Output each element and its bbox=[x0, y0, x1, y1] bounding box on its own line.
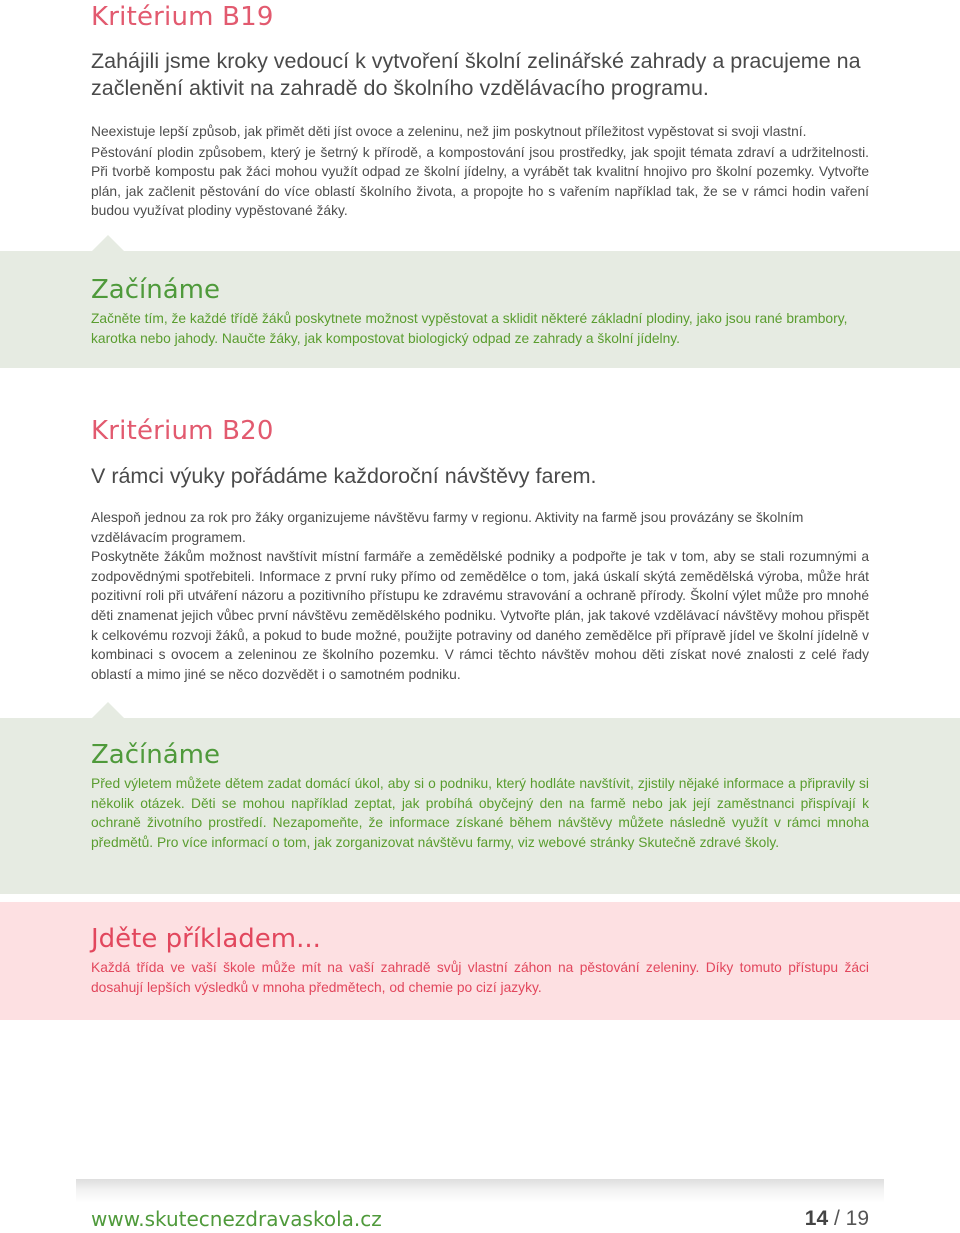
page-number bbox=[805, 1207, 869, 1231]
getting-started-b19-title: Začínáme bbox=[91, 275, 220, 305]
footer-website-link[interactable]: www.skutecnezdravaskola.cz bbox=[91, 1207, 382, 1231]
criterion-b19 bbox=[0, 2, 960, 221]
getting-started-b20-text: Před výletem můžete dětem zadat domácí úkol, aby si o podniku, který hodláte navštívit, zjistily nějaké informace a připravily si několik otázek. Děti se mohou například zeptat, jak probíhá obyčejný den na farmě nebo jak její zaměstnanci přispívají k ochraně životního prostředí. Nezapomeňte, že informace získané během návštěvy můžete následně využít v rámci mnoha předmětů. Pro více informací o tom, jak zorganizovat návštěvu farmy, viz webové stránky Skutečně zdravé školy. bbox=[91, 776, 869, 850]
page-total: 19 bbox=[845, 1207, 869, 1230]
criterion-b19-paragraph-2: Pěstování plodin způsobem, který je šetrný k přírodě, a kompostování jsou prostředky, jak spojit témata zdraví a udržitelnosti. Při tvorbě kompostu pak žáci mohou využít odpad ze školní jídelny, a vyrábět tak kvalitní hnojivo pro školní pozemky. Vytvořte plán, jak začlenit pěstování do více oblastí školního života, a propojte ho s vařením například tak, že se v rámci hodin vaření budou využívat plodiny vypěstované žáky. bbox=[91, 144, 869, 219]
criterion-b20-paragraph-2: Poskytněte žákům možnost navštívit místní farmáře a zemědělské podniky a podpořte je tak v tom, aby se stali rozumnými a zodpovědnými spotřebiteli. Informace z první ruky přímo od zemědělce o tom, jaká úskalí skýtá zemědělská výroba, může hrát pozitivní roli při utváření názoru a pozitivního přístupu ke zdravému stravování a ochraně přírody. Školní výlet může pro mnohé děti znamenat jejich vůbec první návštěvu zemědělského podniku. Vytvořte plán, jak takové vzdělávací návštěvy mohou přispět k celkovému rozvoji žáků, a pokud to bude možné, použijte potraviny od daného zemědělce při přípravě jídel ve školní jídelně v kombinaci s ovocem a zeleninou ze školního pozemku. V rámci těchto návštěv mohou děti získat nové znalosti z celé řady oblastí a mimo jiné se něco dozvědět i o samotném podniku. bbox=[91, 549, 869, 682]
lead-by-example-text: Každá třída ve vaší škole může mít na vaší zahradě svůj vlastní záhon na pěstování zeleniny. Díky tomuto přístupu žáci dosahují lepších výsledků v mnoha předmětech, od chemie po cizí jazyky. bbox=[91, 960, 869, 995]
criterion-b20-paragraph-1: Alespoň jednou za rok pro žáky organizujeme návštěvu farmy v regionu. Aktivity na farmě jsou provázány se školním vzdělávacím programem. bbox=[91, 510, 804, 545]
getting-started-b19-text: Začněte tím, že každé třídě žáků poskytnete možnost vypěstovat a sklidit některé základní plodiny, jako jsou rané brambory, karotka nebo jahody. Naučte žáky, jak kompostovat biologický odpad ze zahrady a školní jídelny. bbox=[91, 311, 848, 346]
getting-started-b20-title: Začínáme bbox=[91, 740, 220, 770]
page-current: 14 bbox=[804, 1207, 829, 1230]
criterion-b20-subtitle: V rámci výuky pořádáme každoroční návštěvy farem. bbox=[91, 464, 597, 488]
criterion-b20-title: Kritérium B20 bbox=[91, 416, 274, 446]
getting-started-box-b20 bbox=[0, 718, 960, 894]
criterion-b19-paragraph-1: Neexistuje lepší způsob, jak přimět děti jíst ovoce a zeleninu, než jim poskytnout příležitost vypěstovat si svoji vlastní. bbox=[91, 124, 807, 139]
criterion-b19-subtitle: Zahájili jsme kroky vedoucí k vytvoření školní zelinářské zahrady a pracujeme na začlenění aktivit na zahradě do školního vzdělávacího programu. bbox=[91, 49, 861, 100]
getting-started-box-b19 bbox=[0, 251, 960, 368]
criterion-b19-title: Kritérium B19 bbox=[91, 2, 274, 32]
lead-by-example-box bbox=[0, 902, 960, 1020]
footer-divider bbox=[76, 1179, 884, 1203]
criterion-b20 bbox=[0, 416, 960, 684]
lead-by-example-title: Jděte příkladem... bbox=[91, 924, 321, 954]
page-separator: / bbox=[828, 1207, 846, 1230]
